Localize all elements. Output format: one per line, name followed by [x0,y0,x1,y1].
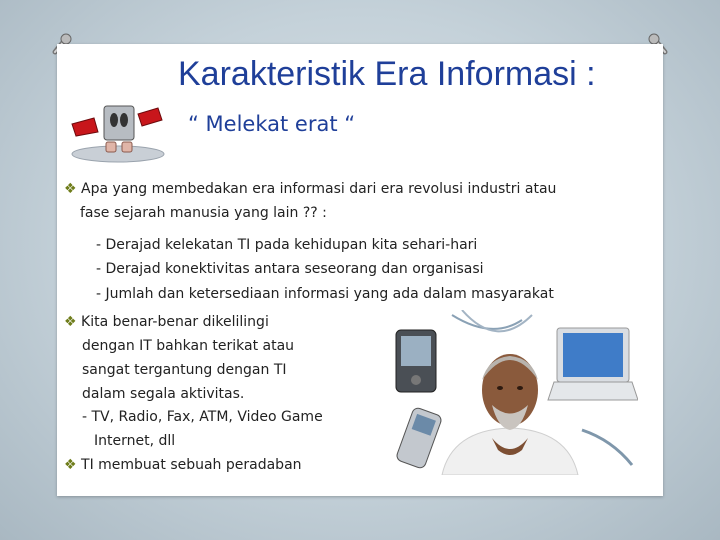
socket-plug-icon [66,96,166,166]
bullet-3-text: TI membuat sebuah peradaban [81,457,302,473]
slide-title: Karakteristik Era Informasi : [178,55,596,93]
man-with-devices-photo [382,310,638,475]
bullet-2-line: dalam segala aktivitas. [82,386,245,402]
bullet-1-line-2: fase sejarah manusia yang lain ?? : [80,205,327,221]
slide-subtitle: “ Melekat erat “ [188,112,356,136]
bullet-icon: ❖ [64,314,77,330]
bullet-3 [64,453,302,477]
bullet-1 [64,177,556,201]
bullet-2 [64,310,269,334]
bullet-2-line: Internet, dll [94,433,176,449]
sub-item: - Derajad konektivitas antara seseorang dan organisasi [96,261,484,277]
bullet-icon: ❖ [64,181,77,197]
sub-item: - Derajad kelekatan TI pada kehidupan kita sehari-hari [96,237,478,253]
sub-item: - Jumlah dan ketersediaan informasi yang ada dalam masyarakat [96,286,554,302]
bullet-2-line: - TV, Radio, Fax, ATM, Video Game [82,409,323,425]
bullet-2-line-1: Kita benar-benar dikelilingi [81,314,269,330]
bullet-2-line: dengan IT bahkan terikat atau [82,338,295,354]
bullet-2-line: sangat tergantung dengan TI [82,362,287,378]
bullet-icon: ❖ [64,457,77,473]
bullet-1-line-1: Apa yang membedakan era informasi dari era revolusi industri atau [81,181,557,197]
